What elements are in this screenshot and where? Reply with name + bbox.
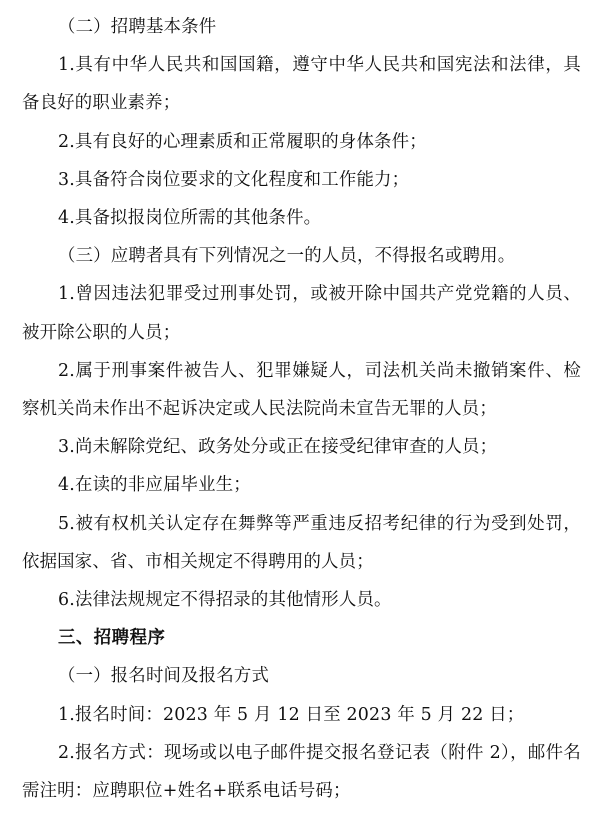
- paragraph-disqualification-4: 4.在读的非应届毕业生；: [58, 475, 251, 496]
- document-body: [22, 8, 581, 810]
- paragraph-condition-3: 3.具备符合岗位要求的文化程度和工作能力；: [58, 169, 410, 190]
- section-heading-disqualification: （三）应聘者具有下列情况之一的人员，不得报名或聘用。: [58, 246, 516, 267]
- paragraph-disqualification-6: 6.法律法规规定不得招录的其他情形人员。: [58, 590, 392, 611]
- section-heading-registration: （一）报名时间及报名方式: [58, 666, 270, 687]
- paragraph-disqualification-3: 3.尚未解除党纪、政务处分或正在接受纪律审查的人员；: [58, 437, 498, 458]
- paragraph-registration-method: 2.报名方式：现场或以电子邮件提交报名登记表（附件 2），邮件名需注明：应聘职位+姓名+联系电话号码；: [22, 742, 581, 802]
- section-heading-recruitment-basic-conditions: （二）招聘基本条件: [58, 17, 217, 37]
- paragraph-disqualification-1: 1.曾因违法犯罪受过刑事处罚，或被开除中国共产党党籍的人员、被开除公职的人员；: [22, 284, 581, 343]
- paragraph-condition-2: 2.具有良好的心理素质和正常履职的身体条件；: [58, 131, 427, 152]
- paragraph-registration-time: 1.报名时间：2023 年 5 月 12 日至 2023 年 5 月 22 日；: [58, 704, 525, 725]
- paragraph-condition-4: 4.具备拟报岗位所需的其他条件。: [58, 208, 322, 229]
- section-heading-recruitment-procedure: 三、招聘程序: [58, 628, 166, 649]
- paragraph-condition-1: 1.具有中华人民共和国国籍，遵守中华人民共和国宪法和法律，具备良好的职业素养；: [22, 55, 581, 114]
- paragraph-disqualification-5: 5.被有权机关认定存在舞弊等严重违反招考纪律的行为受到处罚，依据国家、省、市相关规定不得聘用的人员；: [22, 513, 581, 572]
- paragraph-disqualification-2: 2.属于刑事案件被告人、犯罪嫌疑人，司法机关尚未撤销案件、检察机关尚未作出不起诉决定或人民法院尚未宣告无罪的人员；: [22, 360, 581, 420]
